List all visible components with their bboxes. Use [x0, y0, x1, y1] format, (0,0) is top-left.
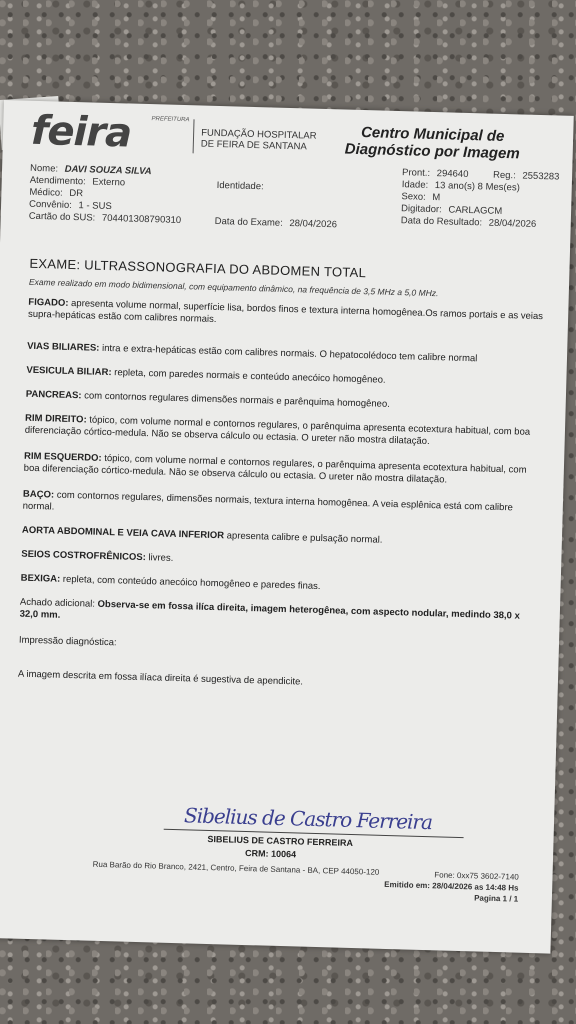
- center-title-line-2: Diagnóstico por Imagem: [344, 140, 520, 163]
- section-bexiga: [20, 573, 540, 600]
- exam-note: Exame realizado em modo bidimensional, com equipamento dinâmico, na frequência de 3,5 MHz a 5,0 MHz.: [28, 276, 439, 299]
- data-exame-row: [215, 216, 338, 231]
- section-impressao: [19, 635, 539, 662]
- section-rim-esquerdo: [24, 451, 544, 490]
- atendimento-value: Externo: [92, 176, 126, 189]
- exam-title: EXAME: ULTRASSONOGRAFIA DO ABDOMEN TOTAL: [29, 255, 367, 281]
- footer-emitido: Emitido em: 28/04/2026 as 14:48 Hs: [384, 879, 519, 893]
- idade-label: Idade:: [401, 179, 429, 191]
- section-text: repleta, com paredes normais e conteúdo anecóico homogêneo.: [111, 367, 386, 386]
- digitador-label: Digitador:: [400, 203, 442, 216]
- section-text: Observa-se em fossa ilíca direita, imagem heterogênea, com aspecto nodular, medindo 38,0 x 32,0 mm.: [19, 598, 520, 622]
- cartao-sus-label: Cartão do SUS:: [28, 210, 96, 224]
- exam-report-paper: [0, 100, 574, 954]
- section-figado: [28, 297, 548, 336]
- identidade-label: Identidade:: [216, 179, 264, 193]
- section-label: FIGADO:: [28, 296, 69, 309]
- section-text: repleta, com conteúdo anecóico homogêneo e paredes finas.: [60, 573, 321, 593]
- data-exame-label: Data do Exame:: [214, 215, 283, 229]
- section-vesicula-biliar: [26, 365, 546, 392]
- atendimento-label: Atendimento:: [29, 174, 86, 188]
- logo-divider: [193, 119, 195, 153]
- section-seios: [21, 549, 541, 576]
- section-label: SEIOS COSTROFRÊNICOS:: [21, 548, 147, 564]
- section-baco: [22, 489, 542, 528]
- logo-prefeitura: PREFEITURA: [151, 116, 190, 124]
- center-title-line-1: Centro Municipal de: [360, 123, 505, 145]
- section-label: VESICULA BILIAR:: [26, 364, 112, 379]
- section-label: Achado adicional:: [19, 596, 96, 610]
- convenio-label: Convênio:: [28, 198, 73, 211]
- section-achado-adicional: [19, 597, 539, 636]
- foundation-name: [201, 128, 317, 153]
- medico-value: DR: [69, 187, 84, 200]
- section-label: RIM DIREITO:: [24, 412, 87, 426]
- section-label: Impressão diagnóstica:: [18, 634, 117, 649]
- data-resultado-value: 28/04/2026: [488, 217, 537, 230]
- convenio-value: 1 - SUS: [78, 200, 112, 213]
- data-exame-value: 28/04/2026: [289, 218, 338, 231]
- logo-wordmark: feira: [30, 107, 132, 157]
- foundation-line-2: DE FEIRA DE SANTANA: [200, 138, 307, 153]
- section-text: intra e extra-hepáticas estão com calibres normais. O hepatocolédoco tem calibre normal: [99, 342, 478, 365]
- section-pancreas: [26, 389, 546, 416]
- footer-pagina: Pagina 1 / 1: [474, 893, 519, 904]
- patient-name-label: Nome:: [29, 162, 59, 175]
- reg-label: Reg.:: [492, 169, 516, 182]
- foundation-line-1: FUNDAÇÃO HOSPITALAR: [201, 127, 317, 142]
- handwritten-signature: Sibelius de Castro Ferreira: [183, 803, 433, 835]
- section-rim-direito: [25, 413, 545, 452]
- pront-value: 294640: [436, 168, 469, 180]
- sexo-label: Sexo:: [401, 191, 426, 203]
- section-text: apresenta volume normal, superfície lisa, bordos finos e textura interna homogênea.Os ramos portais e as veias supra-hepáticas estão com calibres normais.: [27, 297, 544, 326]
- section-text: tópico, com volume normal e contornos regulares, o parênquima apresenta ecotextura habitual, com boa diferenciação córtico-medula. Não se observa cálculo ou ectasia. O ureter não mostra dilatação.: [23, 452, 527, 486]
- section-label: PANCREAS:: [25, 388, 82, 402]
- footer-address: Rua Barão do Rio Branco, 2421, Centro, Feira de Santana - BA, CEP 44050-120: [92, 859, 380, 877]
- patient-name: DAVI SOUZA SILVA: [64, 163, 152, 178]
- section-label: AORTA ABDOMINAL E VEIA CAVA INFERIOR: [21, 524, 225, 542]
- section-text: livres.: [145, 552, 174, 564]
- section-label: RIM ESQUERDO:: [23, 450, 102, 464]
- footer-phone: Fone: 0xx75 3602-7140: [434, 870, 519, 882]
- section-text: A imagem descrita em fossa ilíaca direita é sugestiva de apendicite.: [17, 668, 304, 688]
- section-vias-biliares: [27, 341, 547, 368]
- sexo-value: M: [432, 192, 441, 204]
- section-conclusao: [18, 669, 538, 696]
- section-text: com contornos regulares dimensões normais e parênquima homogêneo.: [81, 390, 390, 410]
- digitador-value: CARLAGCM: [448, 204, 503, 217]
- data-resultado-label: Data do Resultado:: [400, 215, 483, 229]
- section-text: tópico, com volume normal e contornos regulares, o parênquima apresenta ecotextura habitual, com boa diferenciação córtico-medula. Não se observa cálculo ou ectasia. O ureter não mostra dilatação.: [24, 414, 531, 448]
- section-text: apresenta calibre e pulsação normal.: [223, 530, 383, 546]
- idade-value: 13 ano(s) 8 Mes(es): [434, 180, 520, 194]
- footer-info: [384, 868, 519, 905]
- cartao-sus-value: 704401308790310: [101, 212, 182, 226]
- section-label: BEXIGA:: [20, 572, 61, 585]
- section-text: com contornos regulares, dimensões normais, textura interna homogênea. A veia esplênica está com calibre normal.: [22, 489, 513, 514]
- reg-value: 2553283: [522, 170, 560, 183]
- doctor-crm: CRM: 10064: [244, 848, 297, 860]
- center-title: [345, 124, 521, 163]
- section-aorta: [22, 525, 542, 552]
- section-label: VIAS BILIARES:: [26, 340, 100, 354]
- doctor-name: SIBELIUS DE CASTRO FERREIRA: [207, 833, 354, 849]
- identidade-row: [217, 180, 264, 193]
- data-resultado-row: [401, 215, 537, 231]
- cartao-sus-row: [29, 211, 182, 227]
- section-label: BAÇO:: [22, 488, 55, 501]
- sexo-row: [401, 191, 440, 204]
- pront-label: Pront.:: [401, 167, 431, 179]
- feira-logo: [30, 107, 190, 157]
- medico-label: Médico:: [29, 186, 63, 199]
